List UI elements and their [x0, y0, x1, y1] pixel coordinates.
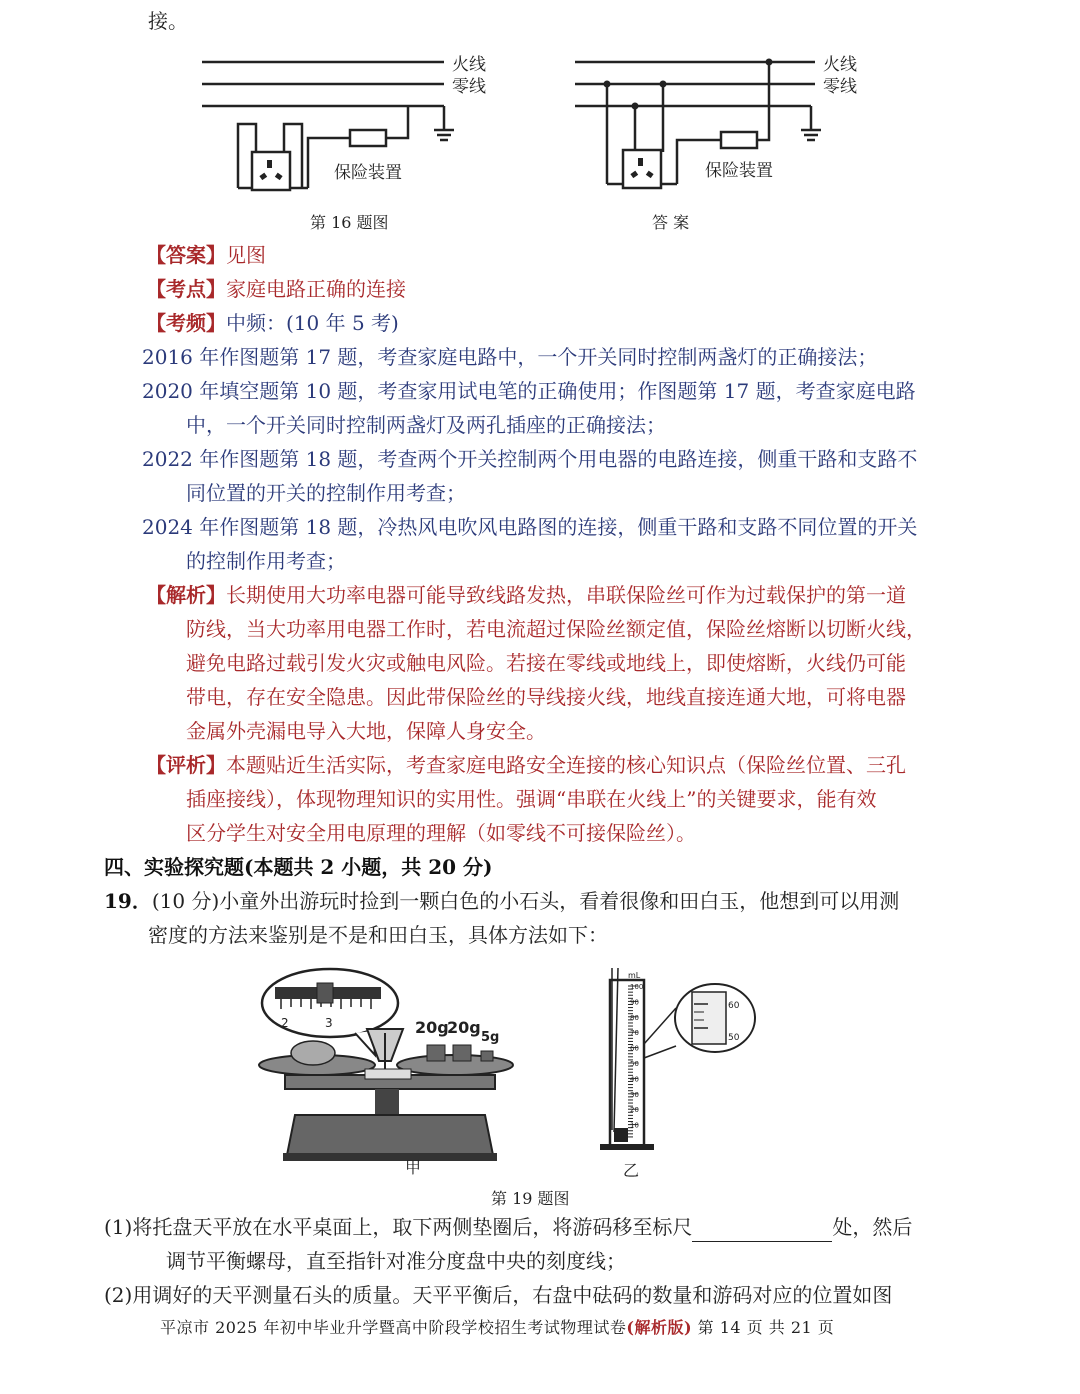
analysis-line-5: 金属外壳漏电导入大地，保障人身安全。	[186, 719, 546, 743]
top-fragment: 接。	[148, 9, 188, 33]
history-2022-line2: 同位置的开关的控制作用考查；	[186, 481, 466, 505]
answer-caption: 答 案	[652, 213, 690, 232]
cylinder-tick-30: 30	[630, 1090, 639, 1099]
sub1-line-2: 调节平衡螺母，直至指针对准分度盘中央的刻度线；	[166, 1249, 626, 1273]
q19-line-2: 密度的方法来鉴别是不是和田白玉，具体方法如下：	[148, 923, 608, 947]
zoom-tick-50: 50	[728, 1033, 740, 1043]
history-2022-line1: 2022 年作图题第 18 题，考查两个开关控制两个用电器的电路连接，侧重干路和支路不	[142, 447, 918, 471]
zoom-tick-60: 60	[728, 1001, 740, 1011]
frequency-text: 中频：(10 年 5 考)	[226, 311, 399, 335]
answer-neutral-wire-label: 零线	[823, 77, 857, 97]
cylinder-tick-90: 90	[630, 998, 639, 1007]
cylinder-tick-100: 100	[630, 983, 644, 991]
sub2-line-1: (2)用调好的天平测量石头的质量。天平平衡后，右盘中砝码的数量和游码对应的位置如图	[104, 1283, 893, 1307]
point-row	[146, 274, 406, 304]
section-heading: 四、实验探究题(本题共 2 小题，共 20 分)	[104, 855, 493, 879]
figure-16-caption: 第 16 题图	[310, 213, 389, 232]
point-text: 家庭电路正确的连接	[226, 277, 406, 301]
figure-19-caption: 第 19 题图	[491, 1189, 570, 1208]
comment-tag: 【评析】	[146, 753, 226, 777]
label-jia: 甲	[405, 1158, 422, 1177]
cylinder-unit: mL	[628, 971, 641, 980]
point-tag: 【考点】	[146, 277, 226, 301]
analysis-line-1: 【解析】长期使用大功率电器可能导致线路发热，串联保险丝可作为过载保护的第一道	[146, 583, 906, 607]
cylinder-tick-70: 70	[630, 1029, 639, 1038]
label-yi: 乙	[623, 1161, 640, 1180]
balance-figure	[255, 965, 525, 1180]
cylinder-tick-60: 60	[630, 1044, 639, 1053]
analysis-line-3: 避免电路过载引发火灾或触电风险。若接在零线或地线上，即使熔断，火线仍可能	[186, 651, 906, 675]
comment-line-3: 区分学生对安全用电原理的理解（如零线不可接保险丝）。	[186, 821, 696, 845]
analysis-tag: 【解析】	[146, 583, 226, 607]
history-2024-line2: 的控制作用考查；	[186, 549, 346, 573]
frequency-row	[146, 308, 399, 338]
history-2020-line1: 2020 年填空题第 10 题，考查家用试电笔的正确使用；作图题第 17 题，考查家庭电路	[142, 379, 916, 403]
cylinder-tick-20: 20	[630, 1106, 639, 1115]
analysis-line-4: 带电，存在安全隐患。因此带保险丝的导线接火线，地线直接连通大地，可将电器	[186, 685, 906, 709]
cylinder-figure	[592, 962, 762, 1152]
q19-number: 19．	[104, 889, 152, 913]
footer-highlight: (解析版)	[626, 1318, 693, 1337]
ruler-tick-2: 2	[281, 1016, 289, 1030]
weight-20g-b: 20g	[447, 1018, 481, 1037]
sub1-answer-blank[interactable]	[692, 1219, 832, 1242]
q19-line-1: 19．(10 分)小童外出游玩时捡到一颗白色的小石头，看着很像和田白玉，他想到可以用测	[104, 889, 900, 913]
answer-row	[146, 240, 266, 270]
cylinder-tick-80: 80	[630, 1013, 639, 1022]
weight-20g-a: 20g	[415, 1018, 449, 1037]
weight-5g: 5g	[481, 1030, 500, 1045]
answer-live-wire-label: 火线	[823, 55, 857, 75]
answer-text: 见图	[226, 243, 266, 267]
neutral-wire-label: 零线	[452, 77, 486, 97]
cylinder-tick-40: 40	[630, 1075, 639, 1084]
fuse-label: 保险装置	[334, 163, 402, 183]
live-wire-label: 火线	[452, 55, 486, 75]
history-2020-line2: 中，一个开关同时控制两盏灯及两孔插座的正确接法；	[186, 413, 666, 437]
circuit-diagram-answer	[565, 48, 885, 208]
answer-fuse-label: 保险装置	[705, 161, 773, 181]
sub1-line-1: (1)将托盘天平放在水平桌面上，取下两侧垫圈后，将游码移至标尺 处，然后	[104, 1212, 912, 1242]
cylinder-tick-50: 50	[630, 1060, 639, 1068]
page-footer: 平凉市 2025 年初中毕业升学暨高中阶段学校招生考试物理试卷(解析版) 第 14 页 共 21 页	[160, 1318, 835, 1337]
cylinder-tick-10: 10	[630, 1121, 639, 1130]
circuit-diagram-16	[190, 48, 510, 208]
comment-line-2: 插座接线），体现物理知识的实用性。强调“串联在火线上”的关键要求，能有效	[186, 787, 877, 811]
comment-line-1: 【评析】本题贴近生活实际，考查家庭电路安全连接的核心知识点（保险丝位置、三孔	[146, 753, 906, 777]
frequency-tag: 【考频】	[146, 311, 226, 335]
answer-tag: 【答案】	[146, 243, 226, 267]
history-2016: 2016 年作图题第 17 题，考查家庭电路中，一个开关同时控制两盏灯的正确接法；	[142, 345, 878, 369]
history-2024-line1: 2024 年作图题第 18 题，冷热风电吹风电路图的连接，侧重干路和支路不同位置的开关	[142, 515, 918, 539]
analysis-line-2: 防线，当大功率用电器工作时，若电流超过保险丝额定值，保险丝熔断以切断火线，	[186, 617, 926, 641]
ruler-tick-3: 3	[325, 1016, 333, 1030]
